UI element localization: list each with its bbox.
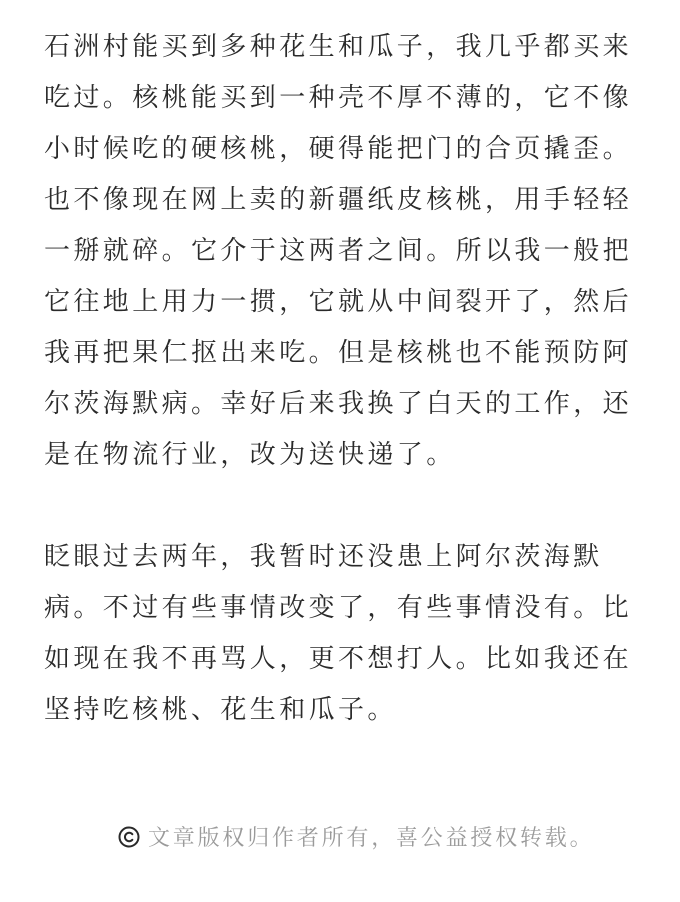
article-paragraph-1: 石洲村能买到多种花生和瓜子，我几乎都买来吃过。核桃能买到一种壳不厚不薄的，它不像小时候吃的硬核桃，硬得能把门的合页撬歪。也不像现在网上卖的新疆纸皮核桃，用手轻轻一掰就碎。它介于这两者之间。所以我一般把它往地上用力一掼，它就从中间裂开了，然后我再把果仁抠出来吃。但是核桃也不能预防阿尔茨海默病。幸好后来我换了白天的工作，还是在物流行业，改为送快递了。	[44, 32, 633, 470]
copyright-icon	[118, 826, 140, 848]
article-body	[44, 22, 644, 736]
article-paragraph-2: 眨眼过去两年，我暂时还没患上阿尔茨海默病。不过有些事情改变了，有些事情没有。比如现在我不再骂人，更不想打人。比如我还在坚持吃核桃、花生和瓜子。	[44, 542, 633, 725]
copyright-text: 文章版权归作者所有，喜公益授权转载。	[148, 826, 595, 851]
copyright-notice	[118, 823, 594, 855]
